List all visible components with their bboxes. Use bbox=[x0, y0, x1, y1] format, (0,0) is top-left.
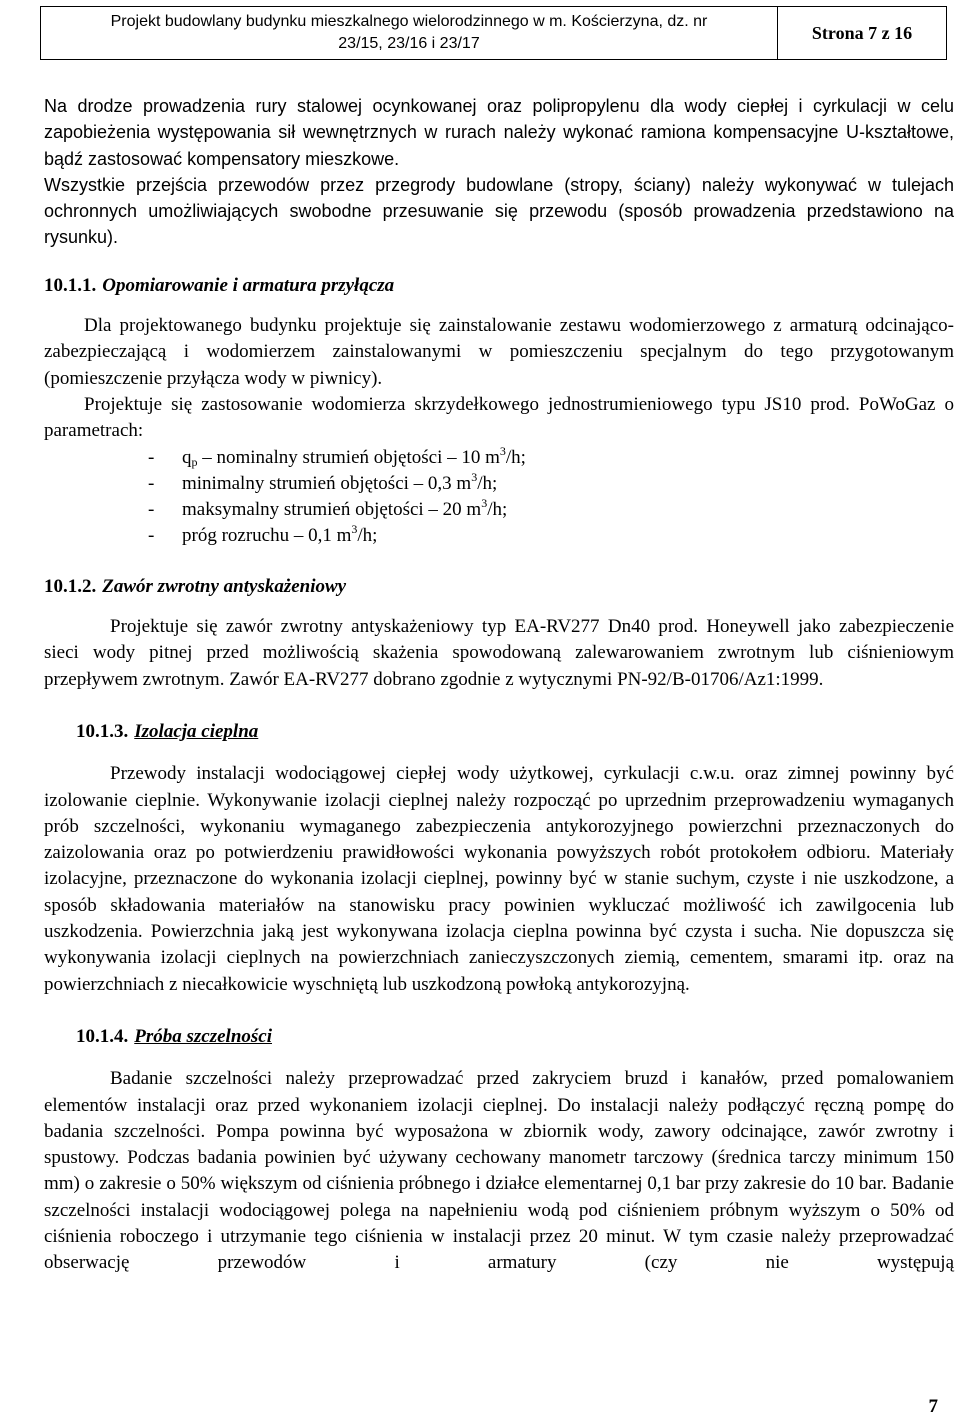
intro-paragraph-1: Na drodze prowadzenia rury stalowej ocynkowanej oraz polipropylenu dla wody ciepłej i cyrkulacji w celu zapobieżenia występowania sił wewnętrznych w rurach należy wykonać ramiona kompensacyjne U-kształtowe, bądź zastosować kompensatory mieszkowe. bbox=[44, 96, 954, 169]
page-indicator: Strona 7 z 16 bbox=[811, 22, 913, 43]
section-10-1-4-paragraph-1: Badanie szczelności należy przeprowadzać przed zakryciem bruzd i kanałów, przed pomalowaniem elementów instalacji oraz przed wykonaniem izolacji cieplnej. Do instalacji należy podłączyć ręczną pompę do badania szczelności. Pompa powinna być wyposażona w zbiornik wody, zawory odcinające, zawór zwrotny i spustowy. Podczas badania powinien być używany cechowany manometr tarczowy (średnica tarczy minimum 150 mm) o zakresie o 50% większym od ciśnienia próbnego i działce elementarnej 0,1 bar przy zakresie do 10 bar. Badanie szczelności instalacji wodociągowej polega na napełnieniu wodą pod ciśnieniem próbnym wyższym o 50% od ciśnienia roboczego i utrzymanie tego ciśnienia w instalacji przez 20 minut. W tym czasie należy przeprowadzać obserwację przewodów i armatury (czy nie występują bbox=[44, 1068, 954, 1274]
intro-paragraph-2: Wszystkie przejścia przewodów przez przegrody budowlane (stropy, ściany) należy wykonywać w tulejach ochronnych umożliwiających swobodne przesuwanie się przewodu (sposób prowadzenia przedstawiono na rysunku). bbox=[44, 174, 954, 248]
section-number: 10.1.3. bbox=[76, 720, 129, 742]
list-item bbox=[44, 445, 954, 471]
page-header bbox=[40, 6, 947, 60]
list-bullet: - bbox=[148, 446, 155, 468]
list-bullet: - bbox=[148, 499, 155, 521]
list-bullet: - bbox=[148, 472, 155, 494]
document-body bbox=[44, 93, 954, 1277]
section-10-1-1-paragraph-1: Dla projektowanego budynku projektuje się zainstalowanie zestawu wodomierzowego z armaturą odcinająco-zabezpieczającą i wodomierzem zainstalowanymi w pomieszczeniu specjalnym do tego przygotowanym (pomieszczenie przyłącza wody w piwnicy). bbox=[44, 315, 954, 389]
list-item-text: minimalny strumień objętości – 0,3 $m^3/h$; bbox=[182, 469, 498, 494]
meter-parameters-list bbox=[44, 445, 954, 550]
section-10-1-3-paragraph-1: Przewody instalacji wodociągowej ciepłej wody użytkowej, cyrkulacji c.w.u. oraz zimnej powinny być izolowanie cieplnie. Wykonywanie izolacji cieplnej należy rozpocząć po uprzednim przeprowadzeniu wymaganych prób szczelności, wykonaniu wymaganego zabezpieczenia antykorozyjnego powierzchni przeznaczonych do zaizolowania oraz po potwierdzeniu prawidłowości wykonania powyższych robót protokołem odbioru. Materiały izolacyjne, przeznaczone do wykonania izolacji cieplnej, powinny być w stanie suchym, czyste i nie uszkodzone, a sposób składowania materiałów na stanowisku pracy powinien wykluczać możliwość ich zawilgocenia lub uszkodzenia. Powierzchnia jaką jest wykonywana izolacja cieplna powinna być czysta i sucha. Nie dopuszcza się wykonywania izolacji cieplnych na powierzchniach zanieczyszczonych ziemią, cementem, smarami itp. oraz na powierzchniach z niecałkowicie wyschniętą lub uszkodzoną powłoką antykorozyjną. bbox=[44, 763, 954, 995]
section-heading-10-1-4 bbox=[44, 1024, 954, 1050]
section-heading-10-1-2 bbox=[44, 574, 954, 600]
document-title-line-1: Projekt budowlany budynku mieszkalnego wielorodzinnego w m. Kościerzyna, dz. nr bbox=[110, 13, 708, 30]
section-10-1-2-paragraph-1: Projektuje się zawór zwrotny antyskażeniowy typ EA-RV277 Dn40 prod. Honeywell jako zabezpieczenie sieci wody pitnej przed możliwością skażenia spowodowaną zalewarowaniem zwrotnym lub ciśnieniowym przepływem zwrotnym. Zawór EA-RV277 dobrano zgodnie z wytycznymi PN-92/B-01706/Az1:1999. bbox=[44, 616, 954, 690]
section-title: Próba szczelności bbox=[134, 1025, 272, 1047]
list-item bbox=[44, 523, 954, 549]
section-heading-10-1-3 bbox=[44, 719, 954, 745]
section-10-1-1-paragraph-2: Projektuje się zastosowanie wodomierza skrzydełkowego jednostrumieniowego typu JS10 prod. PoWoGaz o parametrach: bbox=[44, 393, 954, 442]
document-title bbox=[41, 7, 778, 59]
section-title: Zawór zwrotny antyskażeniowy bbox=[102, 575, 347, 597]
list-item bbox=[44, 471, 954, 497]
list-item bbox=[44, 497, 954, 523]
section-number: 10.1.2. bbox=[44, 575, 97, 597]
section-title: Opomiarowanie i armatura przyłącza bbox=[102, 274, 395, 296]
list-bullet: - bbox=[148, 525, 155, 547]
list-item-text: próg rozruchu – 0,1 $m^3/h$; bbox=[182, 522, 378, 547]
section-number: 10.1.1. bbox=[44, 274, 97, 296]
page-number: 7 bbox=[928, 1396, 938, 1417]
section-number: 10.1.4. bbox=[76, 1025, 129, 1047]
section-title: Izolacja cieplna bbox=[134, 720, 259, 742]
section-heading-10-1-1 bbox=[44, 273, 954, 299]
document-title-line-2: 23/15, 23/16 i 23/17 bbox=[338, 35, 480, 52]
list-item-text: maksymalny strumień objętości – 20 $m^3/h$; bbox=[182, 496, 508, 521]
list-item-text: $q_p$ – nominalny strumień objętości – 10 $m^3/h$; bbox=[182, 443, 526, 469]
